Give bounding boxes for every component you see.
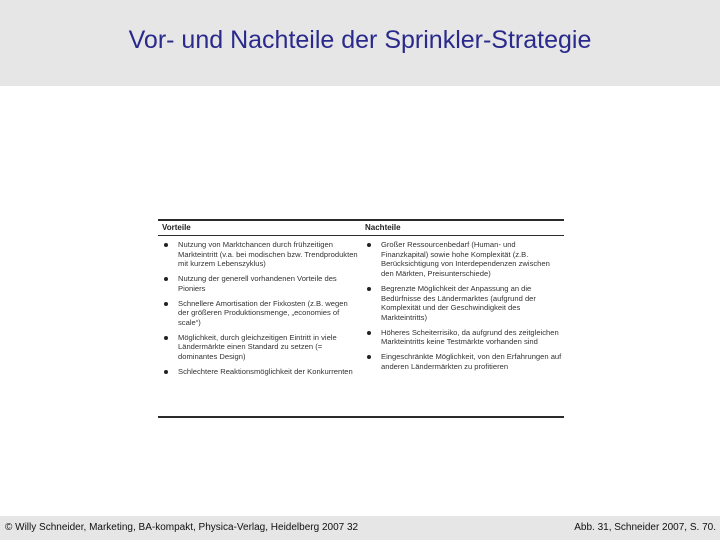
bullet-icon	[367, 355, 371, 359]
bullet-icon	[367, 287, 371, 291]
bullet-icon	[367, 243, 371, 247]
list-item-text: Schlechtere Reaktionsmöglichkeit der Konkurrenten	[178, 366, 353, 376]
list-item-text: Möglichkeit, durch gleichzeitigen Eintritt in viele Ländermärkte einen Standard zu setzen (= dominantes Design)	[178, 332, 337, 362]
list-item-text: Großer Ressourcenbedarf (Human- und Finanzkapital) sowie hohe Komplexität (z.B. Berücksichtigung von Interdependenzen zwischen den Märkten, Preisunterschiede)	[381, 240, 550, 279]
list-item	[162, 367, 358, 377]
list-item-text: Schnellere Amortisation der Fixkosten (z.B. wegen der größeren Produktionsmenge, „economies of scale“)	[178, 298, 348, 327]
slide-title: Vor- und Nachteile der Sprinkler-Strategie	[128, 26, 592, 54]
list-item	[365, 284, 562, 323]
list-item	[365, 328, 562, 347]
bullet-icon	[164, 277, 168, 281]
list-item	[162, 274, 358, 293]
list-item	[365, 352, 562, 371]
bullet-icon	[164, 370, 168, 374]
list-item-text: Eingeschränkte Möglichkeit, von den Erfahrungen auf anderen Ländermärkten zu profitieren	[381, 352, 562, 371]
bullet-icon	[164, 243, 168, 247]
list-item	[365, 240, 562, 279]
list-item	[162, 240, 358, 269]
table-header-rule	[158, 235, 564, 236]
bullet-icon	[164, 302, 168, 306]
vorteile-header: Vorteile	[162, 223, 191, 232]
vorteile-list	[162, 240, 358, 381]
footer-figure-reference: Abb. 31, Schneider 2007, S. 70.	[574, 522, 716, 533]
table-top-rule	[158, 219, 564, 221]
list-item-text: Nutzung der generell vorhandenen Vorteile des Pioniers	[178, 274, 337, 293]
bullet-icon	[164, 336, 168, 340]
footer-citation: © Willy Schneider, Marketing, BA-kompakt, Physica-Verlag, Heidelberg 2007 32	[5, 522, 359, 533]
table-bottom-rule	[158, 416, 564, 418]
nachteile-header: Nachteile	[365, 223, 401, 232]
list-item-text: Nutzung von Marktchancen durch frühzeitigen Markteintritt (v.a. bei modischen bzw. Trendprodukten mit kurzem Lebenszyklus)	[178, 240, 358, 269]
list-item-text: Begrenzte Möglichkeit der Anpassung an die Bedürfnisse des Ländermarktes (aufgrund der Komplexität und der Geschwindigkeit des Markteintritts)	[381, 283, 536, 322]
list-item	[162, 333, 358, 362]
pros-cons-table	[158, 219, 564, 417]
nachteile-list	[365, 240, 562, 376]
bullet-icon	[367, 331, 371, 335]
list-item-text: Höheres Scheiterrisiko, da aufgrund des zeitgleichen Markteintritts keine Testmärkte vorhanden sind	[381, 327, 559, 347]
list-item	[162, 299, 358, 328]
